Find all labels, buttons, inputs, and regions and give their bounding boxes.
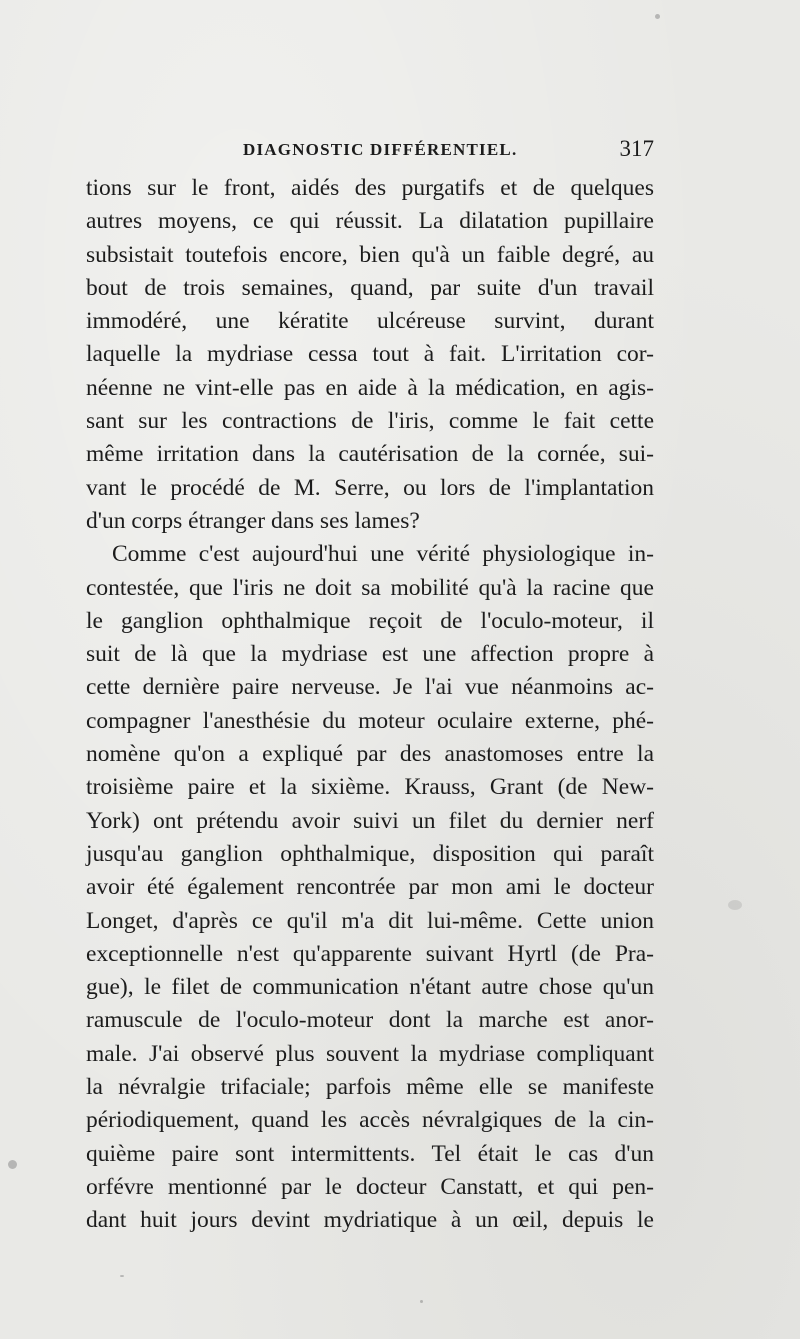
paper-speck: [420, 1300, 423, 1303]
text-line: gue), le filet de communication n'étant autre chose qu'un: [86, 974, 654, 1001]
text-line: contestée, que l'iris ne doit sa mobilité qu'à la racine que: [86, 574, 654, 601]
text-line: même irritation dans la cautérisation de la cornée, sui-: [86, 441, 654, 468]
running-title: DIAGNOSTIC DIFFÉRENTIEL.: [243, 140, 518, 159]
text-line: bout de trois semaines, quand, par suite d'un travail: [86, 274, 654, 301]
text-line: York) ont prétendu avoir suivi un filet du dernier nerf: [86, 807, 654, 834]
text-line: avoir été également rencontrée par mon ami le docteur: [86, 874, 654, 901]
text-line: laquelle la mydriase cessa tout à fait. L'irritation cor-: [86, 341, 654, 368]
text-line: immodéré, une kératite ulcéreuse survint, durant: [86, 308, 654, 335]
text-line: subsistait toutefois encore, bien qu'à un faible degré, au: [86, 241, 654, 268]
text-line: autres moyens, ce qui réussit. La dilatation pupillaire: [86, 208, 654, 235]
text-line: troisième paire et la sixième. Krauss, Grant (de New-: [86, 774, 654, 801]
text-line: suit de là que la mydriase est une affection propre à: [86, 641, 654, 668]
text-line: tions sur le front, aidés des purgatifs et de quelques: [86, 175, 654, 201]
paper-speck: [728, 900, 742, 910]
text-line: vant le procédé de M. Serre, ou lors de l'implantation: [86, 474, 654, 501]
paper-speck: [8, 1160, 17, 1169]
text-line: néenne ne vint-elle pas en aide à la médication, en agis-: [86, 374, 654, 401]
text-line: cette dernière paire nerveuse. Je l'ai vue néanmoins ac-: [86, 674, 654, 701]
text-line: dant huit jours devint mydriatique à un œil, depuis le: [86, 1207, 654, 1234]
page-number: 317: [619, 136, 654, 161]
text-line: Longet, d'après ce qu'il m'a dit lui-même. Cette union: [86, 907, 654, 934]
text-line-paragraph-end: d'un corps étranger dans ses lames?: [86, 507, 420, 534]
text-line: ramuscule de l'oculo-moteur dont la marche est anor-: [86, 1007, 654, 1034]
paper-speck: [655, 14, 660, 19]
text-line: la névralgie trifaciale; parfois même elle se manifeste: [86, 1074, 654, 1101]
page-header: [243, 136, 654, 164]
text-line-paragraph-start: Comme c'est aujourd'hui une vérité physiologique in-: [112, 541, 654, 568]
text-line: quième paire sont intermittents. Tel était le cas d'un: [86, 1140, 654, 1167]
text-line: sant sur les contractions de l'iris, comme le fait cette: [86, 408, 654, 435]
text-line: orfévre mentionné par le docteur Canstatt, et qui pen-: [86, 1173, 654, 1200]
text-line: périodiquement, quand les accès névralgiques de la cin-: [86, 1107, 654, 1134]
text-line: compagner l'anesthésie du moteur oculaire externe, phé-: [86, 707, 654, 734]
text-line: exceptionnelle n'est qu'apparente suivant Hyrtl (de Pra-: [86, 940, 654, 967]
body-text: [86, 172, 654, 1238]
text-line: le ganglion ophthalmique reçoit de l'oculo-moteur, il: [86, 607, 654, 634]
paper-speck: [120, 1275, 124, 1277]
text-line: male. J'ai observé plus souvent la mydriase compliquant: [86, 1040, 654, 1067]
text-line: jusqu'au ganglion ophthalmique, disposition qui paraît: [86, 840, 654, 867]
text-line: nomène qu'on a expliqué par des anastomoses entre la: [86, 741, 654, 768]
